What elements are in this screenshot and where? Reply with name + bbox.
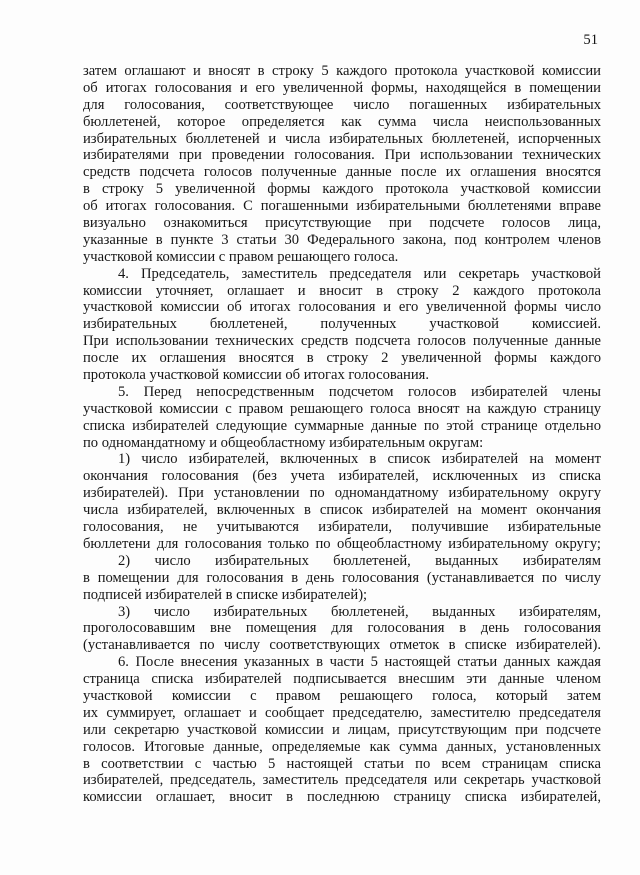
document-body [83,63,601,806]
text-line: протокола участковой комиссии об итогах голосования. [83,367,430,384]
text-line: в помещении для голосования в день голосования (устанавливается по числу [83,569,601,586]
text-line: 1) число избирателей, включенных в список избирателей на момент [118,451,601,468]
text-line: в строку 5 увеличенной формы каждого протокола участковой комиссии [83,181,601,198]
text-line: избирателей, председатель, заместитель председателя или секретарь участковой [83,772,601,789]
text-line: 3) число избирательных бюллетеней, выданных избирателям, [118,603,601,620]
paragraph-item-4 [83,266,601,384]
paragraph-item-5 [83,384,601,452]
text-line: участковой комиссии с правом решающего голоса, который затем [83,687,601,704]
text-line: избирателей). При установлении по одномандатному избирательному округу [83,485,601,502]
text-line: (устанавливается по числу соответствующих отметок в списке избирателей). [83,637,601,654]
text-line: или секретарю участковой комиссии и лицам, присутствующим при подсчете [83,721,601,738]
text-line: в соответствии с частью 5 настоящей статьи по всем страницам списка [83,755,601,772]
text-line: 4. Председатель, заместитель председателя или секретарь участковой [118,265,601,282]
text-line: затем оглашают и вносят в строку 5 каждого протокола участковой комиссии [83,63,601,79]
text-line: комиссии уточняет, оглашает и вносит в строку 2 каждого протокола [83,282,601,299]
text-line: бюллетеней, которое определяется как сумма числа неиспользованных [83,113,601,130]
text-line: по одномандатному и общеобластному избирательным округам: [83,434,484,451]
text-line: комиссии оглашает, вносит в последнюю страницу списка избирателей, [83,789,601,806]
text-line: избирательных бюллетеней и числа избирательных бюллетеней, испорченных [83,130,601,147]
text-line: 6. После внесения указанных в части 5 настоящей статьи данных каждая [118,654,601,671]
text-line: их суммирует, оглашает и сообщает председателю, заместителю председателя [83,704,601,721]
text-line: проголосовавшим вне помещения для голосования в день голосования [83,620,601,637]
text-line: При использовании технических средств подсчета голосов полученные данные [83,333,601,350]
text-line: бюллетени для голосования только по общеобластному избирательному округу; [83,535,601,552]
text-line: средств подсчета голосов полученные данные после их оглашения вносятся [83,164,601,181]
subitem-1 [83,451,601,552]
text-line: 2) число избирательных бюллетеней, выданных избирателям [118,552,601,569]
text-line: указанные в пункте 3 статьи 30 Федерального закона, под контролем членов [83,231,601,248]
text-line: участковой комиссии с правом решающего голоса вносят на каждую страницу [83,400,601,417]
subitem-3 [83,604,601,655]
text-line: числа избирателей, включенных в список избирателей на момент окончания [83,502,601,519]
text-line: окончания голосования (без учета избирателей, исключенных из списка [83,468,601,485]
text-line: участковой комиссии об итогах голосования и его увеличенной формы число [83,299,601,316]
text-line: для голосования, соответствующее число погашенных избирательных [83,96,601,113]
text-line: избирателями при проведении голосования. При использовании технических [83,147,601,164]
text-line: голосов. Итоговые данные, определяемые как сумма данных, установленных [83,738,601,755]
subitem-2 [83,553,601,604]
paragraph-item-6 [83,654,601,806]
page-number: 51 [583,32,598,48]
text-line: об итогах голосования и его увеличенной формы, находящейся в помещении [83,79,601,96]
text-line: списка избирателей следующие суммарные данные по этой странице отдельно [83,417,601,434]
text-line: об итогах голосования. С погашенными избирательными бюллетенями вправе [83,198,601,215]
text-line: 5. Перед непосредственным подсчетом голосов избирателей члены [118,383,601,400]
text-line: визуально ознакомиться присутствующие при подсчете голосов лица, [83,215,601,232]
text-line: после их оглашения вносятся в строку 2 увеличенной формы каждого [83,350,601,367]
text-line: страница списка избирателей подписывается внесшим эти данные членом [83,671,601,688]
paragraph-continued [83,63,601,266]
text-line: избирательных бюллетеней, полученных участковой комиссией. [83,316,601,333]
text-line: участковой комиссии с правом решающего голоса. [83,248,399,265]
text-line: голосования, не учитываются избиратели, получившие избирательные [83,519,601,536]
text-line: подписей избирателей в списке избирателей); [83,586,368,603]
